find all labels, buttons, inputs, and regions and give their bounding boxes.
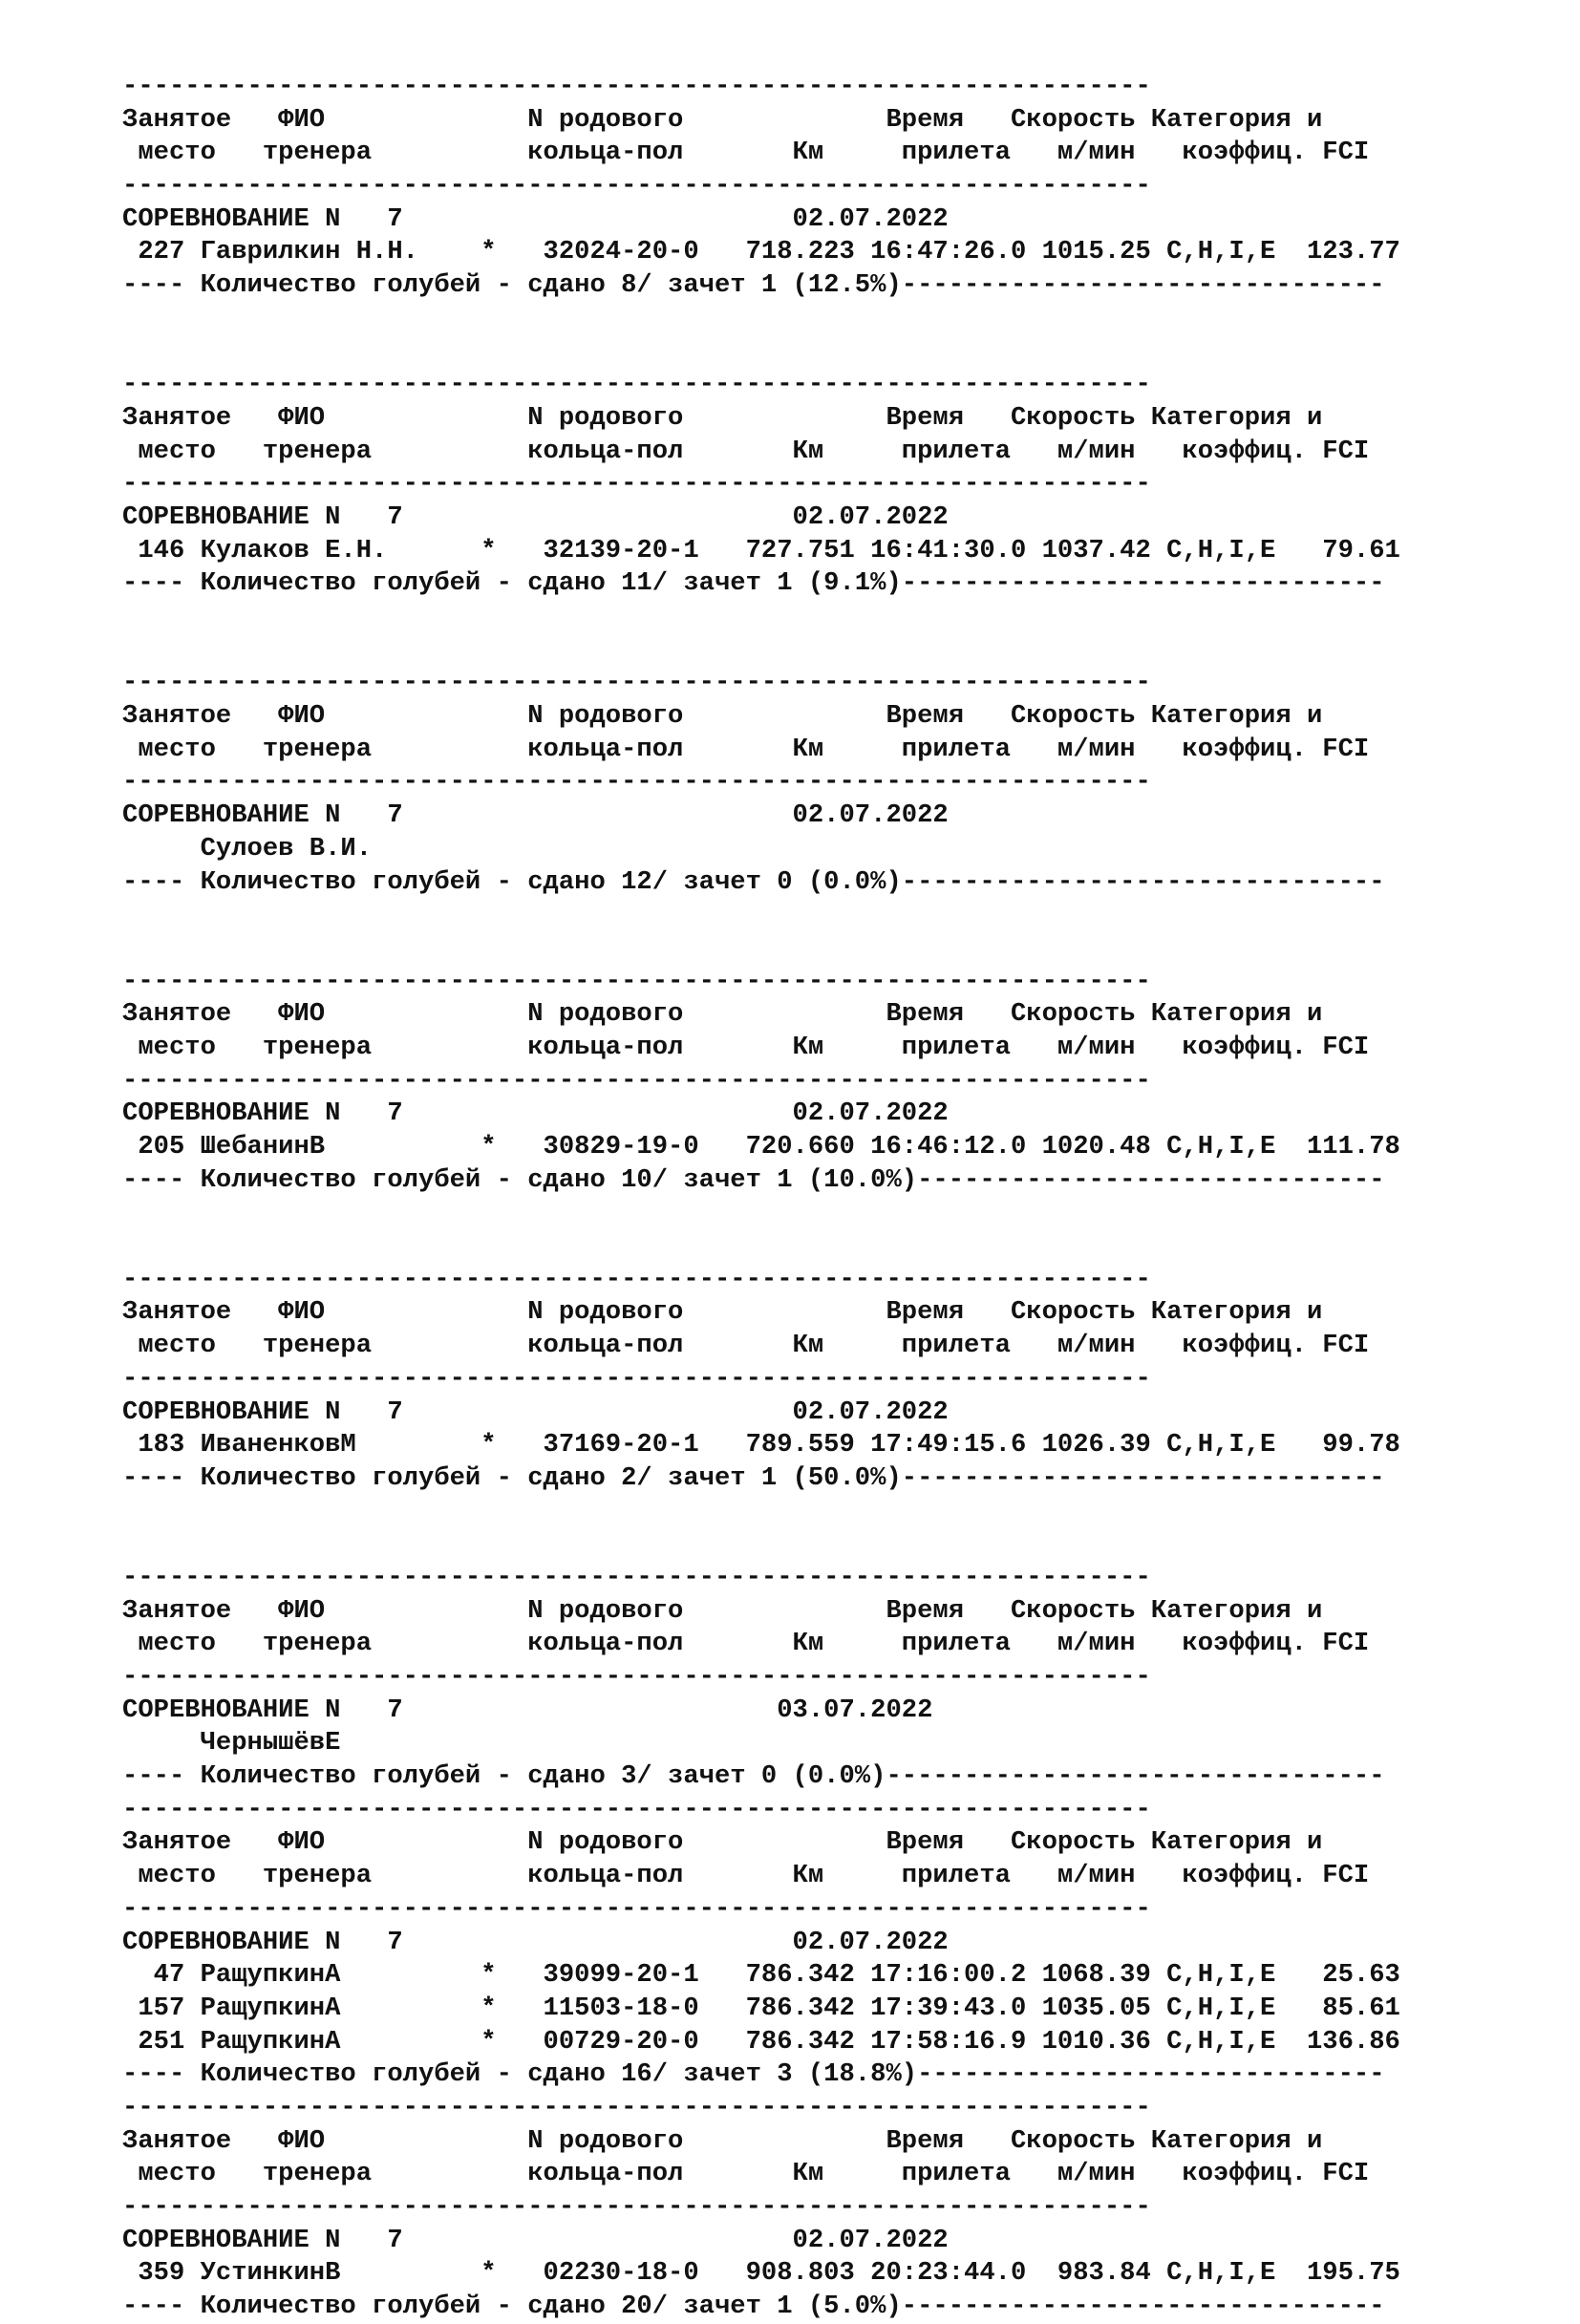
column-header-row-1: Занятое ФИО N родового Время Скорость Категория и: [122, 1595, 1323, 1626]
summary-line: ---- Количество голубей - сдано 16/ зачет 3 (18.8%)------------------------------: [122, 2059, 1385, 2090]
summary-line: ---- Количество голубей - сдано 11/ зачет 1 (9.1%)-------------------------------: [122, 568, 1385, 599]
header-rule-bottom: ------------------------------------------------------------------: [122, 1065, 1151, 1096]
summary-line: ---- Количество голубей - сдано 2/ зачет 1 (50.0%)-------------------------------: [122, 1462, 1385, 1493]
header-rule-bottom: ------------------------------------------------------------------: [122, 1662, 1151, 1692]
column-header-row-2: место тренера кольца-пол Км прилета м/мин коэффиц. FCI: [122, 1629, 1370, 1659]
competition-date-line: СОРЕВНОВАНИЕ N 7 02.07.2022: [122, 800, 949, 831]
summary-line: ---- Количество голубей - сдано 20/ зачет 1 (5.0%)-------------------------------: [122, 2292, 1385, 2322]
column-header-row-1: Занятое ФИО N родового Время Скорость Категория и: [122, 701, 1323, 732]
header-rule-top: ------------------------------------------------------------------: [122, 966, 1151, 996]
column-header-row-1: Занятое ФИО N родового Время Скорость Категория и: [122, 104, 1323, 135]
spacer-line: [122, 303, 1555, 336]
header-rule-bottom: ------------------------------------------------------------------: [122, 1893, 1151, 1924]
spacer-line: [122, 932, 1555, 966]
spacer-line: [122, 601, 1555, 634]
competition-date-line: СОРЕВНОВАНИЕ N 7 02.07.2022: [122, 203, 949, 234]
column-header-row-1: Занятое ФИО N родового Время Скорость Категория и: [122, 1297, 1323, 1328]
spacer-line: [122, 336, 1555, 370]
column-header-row-2: место тренера кольца-пол Км прилета м/мин коэффиц. FCI: [122, 436, 1370, 466]
competition-date-line: СОРЕВНОВАНИЕ N 7 02.07.2022: [122, 1927, 949, 1957]
header-rule-top: ------------------------------------------------------------------: [122, 1264, 1151, 1294]
spacer-line: [122, 1197, 1555, 1230]
spacer-line: [122, 1496, 1555, 1529]
competition-date-line: СОРЕВНОВАНИЕ N 7 02.07.2022: [122, 2225, 949, 2255]
spacer-line: [122, 1528, 1555, 1562]
result-row: ЧернышёвЕ: [122, 1728, 341, 1759]
header-rule-top: ------------------------------------------------------------------: [122, 72, 1151, 101]
result-row: 183 ИваненковМ * 37169-20-1 789.559 17:49:15.6 1026.39 C,H,I,E 99.78: [122, 1430, 1400, 1460]
header-rule-top: ------------------------------------------------------------------: [122, 668, 1151, 698]
summary-line: ---- Количество голубей - сдано 12/ зачет 0 (0.0%)-------------------------------: [122, 866, 1385, 897]
header-rule-top: ------------------------------------------------------------------: [122, 2092, 1151, 2122]
result-row: 47 РащупкинА * 39099-20-1 786.342 17:16:00.2 1068.39 C,H,I,E 25.63: [122, 1960, 1400, 1991]
header-rule-bottom: ------------------------------------------------------------------: [122, 767, 1151, 798]
result-row: 227 Гаврилкин Н.Н. * 32024-20-0 718.223 16:47:26.0 1015.25 C,H,I,E 123.77: [122, 237, 1400, 267]
result-row: 205 ШебанинВ * 30829-19-0 720.660 16:46:12.0 1020.48 C,H,I,E 111.78: [122, 1132, 1400, 1162]
result-row: 157 РащупкинА * 11503-18-0 786.342 17:39:43.0 1035.05 C,H,I,E 85.61: [122, 1993, 1400, 2023]
column-header-row-2: место тренера кольца-пол Км прилета м/мин коэффиц. FCI: [122, 2159, 1370, 2189]
results-report: [122, 71, 1555, 2324]
spacer-line: [122, 634, 1555, 668]
header-rule-bottom: ------------------------------------------------------------------: [122, 1363, 1151, 1394]
column-header-row-1: Занятое ФИО N родового Время Скорость Категория и: [122, 402, 1323, 433]
competition-date-line: СОРЕВНОВАНИЕ N 7 02.07.2022: [122, 501, 949, 532]
column-header-row-1: Занятое ФИО N родового Время Скорость Категория и: [122, 2125, 1323, 2156]
spacer-line: [122, 899, 1555, 932]
competition-date-line: СОРЕВНОВАНИЕ N 7 02.07.2022: [122, 1098, 949, 1129]
header-rule-top: ------------------------------------------------------------------: [122, 370, 1151, 400]
competition-date-line: СОРЕВНОВАНИЕ N 7 02.07.2022: [122, 1397, 949, 1427]
summary-line: ---- Количество голубей - сдано 8/ зачет 1 (12.5%)-------------------------------: [122, 270, 1385, 301]
competition-date-line: СОРЕВНОВАНИЕ N 7 03.07.2022: [122, 1695, 933, 1725]
header-rule-bottom: ------------------------------------------------------------------: [122, 469, 1151, 500]
summary-line: ---- Количество голубей - сдано 3/ зачет 0 (0.0%)--------------------------------: [122, 1761, 1385, 1792]
column-header-row-2: место тренера кольца-пол Км прилета м/мин коэффиц. FCI: [122, 734, 1370, 764]
column-header-row-1: Занятое ФИО N родового Время Скорость Категория и: [122, 999, 1323, 1030]
result-row: 251 РащупкинА * 00729-20-0 786.342 17:58:16.9 1010.36 C,H,I,E 136.86: [122, 2026, 1400, 2057]
summary-line: ---- Количество голубей - сдано 10/ зачет 1 (10.0%)------------------------------: [122, 1164, 1385, 1195]
result-row: 359 УстинкинВ * 02230-18-0 908.803 20:23:44.0 983.84 C,H,I,E 195.75: [122, 2258, 1400, 2289]
header-rule-bottom: ------------------------------------------------------------------: [122, 171, 1151, 202]
header-rule-bottom: ------------------------------------------------------------------: [122, 2192, 1151, 2222]
column-header-row-2: место тренера кольца-пол Км прилета м/мин коэффиц. FCI: [122, 1331, 1370, 1361]
spacer-line: [122, 1230, 1555, 1264]
result-row: Сулоев В.И.: [122, 833, 373, 864]
result-row: 146 Кулаков Е.Н. * 32139-20-1 727.751 16:41:30.0 1037.42 C,H,I,E 79.61: [122, 535, 1400, 565]
column-header-row-2: место тренера кольца-пол Км прилета м/мин коэффиц. FCI: [122, 1861, 1370, 1891]
column-header-row-2: место тренера кольца-пол Км прилета м/мин коэффиц. FCI: [122, 138, 1370, 168]
column-header-row-2: место тренера кольца-пол Км прилета м/мин коэффиц. FCI: [122, 1032, 1370, 1062]
column-header-row-1: Занятое ФИО N родового Время Скорость Категория и: [122, 1827, 1323, 1858]
header-rule-top: ------------------------------------------------------------------: [122, 1794, 1151, 1824]
header-rule-top: ------------------------------------------------------------------: [122, 1562, 1151, 1592]
